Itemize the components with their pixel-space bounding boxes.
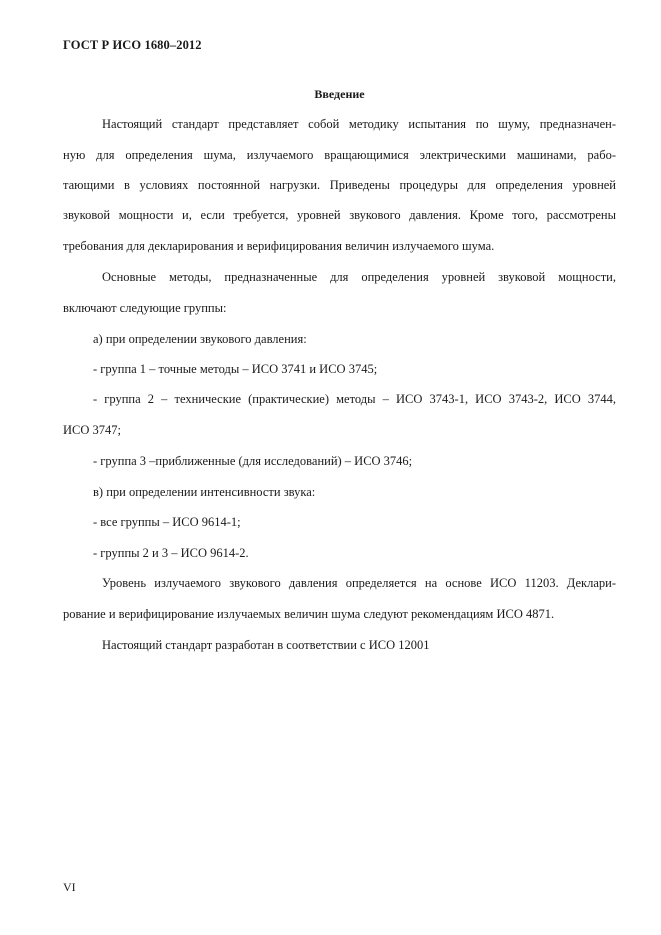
list-heading: в) при определении интенсивности звука: xyxy=(93,485,316,499)
text-line: Настоящий стандарт представляет собой методику испытания по шуму, предназначен- xyxy=(102,117,616,131)
text-line: ную для определения шума, излучаемого вращающимися электрическими машинами, рабо- xyxy=(63,148,616,162)
text-line: требования для декларирования и верифицирования величин излучаемого шума. xyxy=(63,239,495,253)
section-title xyxy=(0,87,661,102)
text-line: Основные методы, предназначенные для определения уровней звуковой мощности, xyxy=(102,270,616,284)
list-item: - группа 3 –приближенные (для исследований) – ИСО 3746; xyxy=(93,454,413,468)
list-item: - все группы – ИСО 9614-1; xyxy=(93,515,241,529)
text-line: рование и верифицирование излучаемых величин шума следуют рекомендациям ИСО 4871. xyxy=(63,607,555,621)
list-heading: а) при определении звукового давления: xyxy=(93,332,307,346)
list-item: - группа 1 – точные методы – ИСО 3741 и ИСО 3745; xyxy=(93,362,378,376)
text-line: тающими в условиях постоянной нагрузки. Приведены процедуры для определения уровней xyxy=(63,178,616,192)
list-item-continuation: ИСО 3747; xyxy=(63,423,121,437)
page-number: VI xyxy=(63,880,76,894)
list-item: - группа 2 – технические (практические) методы – ИСО 3743-1, ИСО 3743-2, ИСО 3744, xyxy=(93,392,616,406)
text-line: Настоящий стандарт разработан в соответствии с ИСО 12001 xyxy=(102,638,430,652)
text-line: включают следующие группы: xyxy=(63,301,227,315)
list-item: - группы 2 и 3 – ИСО 9614-2. xyxy=(93,546,249,560)
text-line: Уровень излучаемого звукового давления определяется на основе ИСО 11203. Деклари- xyxy=(102,576,616,590)
text-line: звуковой мощности и, если требуется, уровней звукового давления. Кроме того, рассмотрены xyxy=(63,208,616,222)
standard-designation: ГОСТ Р ИСО 1680–2012 xyxy=(63,38,202,52)
section-title-text: Введение xyxy=(314,87,365,101)
